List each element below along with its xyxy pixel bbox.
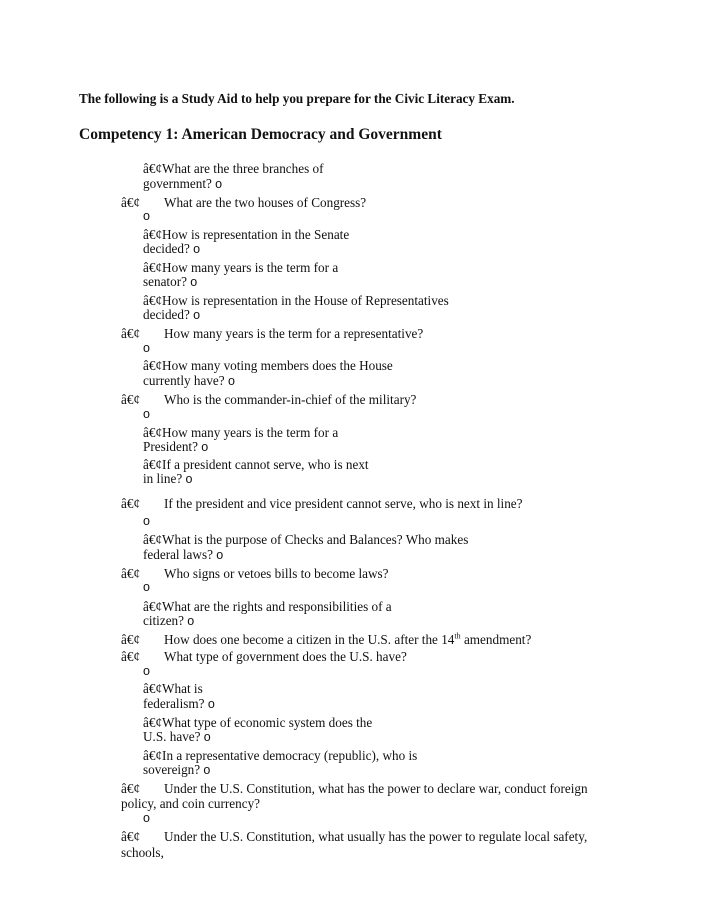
sub-bullet: o	[143, 514, 150, 528]
list-item	[143, 358, 393, 374]
list-item	[164, 496, 523, 512]
list-item	[143, 547, 223, 564]
bullet: â€¢	[143, 227, 163, 242]
list-item	[143, 762, 210, 779]
list-item	[143, 471, 192, 488]
bullet: â€¢	[143, 293, 163, 308]
intro-text: The following is a Study Aid to help you prepare for the Civic Literacy Exam.	[79, 91, 515, 106]
question-text: How many voting members does the House	[162, 358, 393, 373]
sub-bullet: o	[190, 275, 198, 289]
list-item	[121, 195, 140, 211]
ordinal-suffix: th	[454, 631, 461, 641]
list-item	[164, 195, 366, 211]
question-text: What type of government does the U.S. have?	[164, 649, 407, 664]
sub-bullet: o	[216, 548, 224, 562]
sub-bullet: o	[193, 308, 201, 322]
question-text: What is the purpose of Checks and Balances? Who makes	[162, 532, 469, 547]
bullet: â€¢	[143, 425, 163, 440]
question-text: federalism?	[143, 696, 205, 711]
question-text: sovereign?	[143, 762, 201, 777]
bullet: â€¢	[121, 829, 141, 844]
bullet: â€¢	[143, 599, 163, 614]
question-text: If a president cannot serve, who is next	[162, 457, 369, 472]
sub-bullet: o	[193, 242, 201, 256]
list-item	[143, 613, 194, 630]
question-text: Under the U.S. Constitution, what has the power to declare war, conduct foreign	[164, 781, 588, 796]
sub-bullet: o	[207, 697, 215, 711]
sub-bullet: o	[187, 614, 195, 628]
list-item	[143, 307, 200, 324]
bullet: â€¢	[121, 781, 141, 796]
list-item	[143, 532, 468, 548]
list-item	[143, 176, 222, 193]
sub-bullet: o	[143, 811, 150, 825]
list-item	[121, 326, 140, 342]
bullet: â€¢	[121, 392, 141, 407]
question-text: How many years is the term for a	[162, 260, 339, 275]
bullet: â€¢	[143, 748, 163, 763]
competency-heading: Competency 1: American Democracy and Government	[79, 126, 442, 143]
bullet: â€¢	[121, 632, 141, 647]
list-item	[164, 781, 588, 797]
list-item	[143, 439, 208, 456]
bullet: â€¢	[121, 326, 141, 341]
question-text: citizen?	[143, 613, 184, 628]
list-item	[164, 326, 423, 342]
sub-bullet: o	[143, 341, 150, 355]
question-text: President?	[143, 439, 198, 454]
question-text: In a representative democracy (republic), who is	[162, 748, 418, 763]
sub-bullet: o	[143, 580, 150, 594]
question-text: How many years is the term for a	[162, 425, 339, 440]
question-text: What are the two houses of Congress?	[164, 195, 367, 210]
sub-bullet: o	[143, 664, 150, 678]
question-text: federal laws?	[143, 547, 213, 562]
list-item	[164, 829, 587, 845]
question-text: How is representation in the Senate	[162, 227, 350, 242]
question-text: Under the U.S. Constitution, what usually has the power to regulate local safety,	[164, 829, 588, 844]
question-text: How is representation in the House of Representatives	[162, 293, 449, 308]
question-text: What is	[162, 681, 203, 696]
bullet: â€¢	[143, 715, 163, 730]
list-item	[121, 392, 140, 408]
list-item	[164, 392, 416, 408]
bullet: â€¢	[143, 681, 163, 696]
list-item	[121, 649, 140, 665]
list-item	[121, 566, 140, 582]
question-text: Who signs or vetoes bills to become laws?	[164, 566, 389, 581]
bullet: â€¢	[121, 496, 141, 511]
list-item	[164, 649, 407, 665]
list-item	[121, 829, 140, 845]
bullet: â€¢	[143, 161, 163, 176]
bullet: â€¢	[121, 649, 141, 664]
question-text: decided?	[143, 241, 190, 256]
sub-bullet: o	[143, 407, 150, 421]
list-item	[121, 845, 164, 861]
question-text: How does one become a citizen in the U.S. after the 14	[164, 632, 455, 647]
question-text: senator?	[143, 274, 187, 289]
list-item	[143, 696, 215, 713]
list-item	[143, 373, 235, 390]
question-text: policy, and coin currency?	[121, 796, 261, 811]
bullet: â€¢	[121, 195, 141, 210]
question-text: schools,	[121, 845, 164, 860]
question-text: amendment?	[460, 632, 532, 647]
sub-bullet: o	[143, 209, 150, 223]
list-item	[143, 729, 211, 746]
question-text: If the president and vice president cannot serve, who is next in line?	[164, 496, 523, 511]
sub-bullet: o	[215, 177, 223, 191]
bullet: â€¢	[143, 358, 163, 373]
list-item	[121, 496, 140, 512]
list-item	[143, 241, 200, 258]
list-item	[143, 161, 324, 177]
list-item	[121, 781, 140, 797]
bullet: â€¢	[143, 260, 163, 275]
bullet: â€¢	[121, 566, 141, 581]
question-text: Who is the commander-in-chief of the military?	[164, 392, 417, 407]
list-item	[143, 274, 197, 291]
sub-bullet: o	[203, 730, 211, 744]
list-item	[164, 566, 389, 582]
list-item	[143, 681, 203, 697]
sub-bullet: o	[227, 374, 235, 388]
question-text: in line?	[143, 471, 183, 486]
list-item	[164, 632, 531, 648]
list-item	[121, 632, 140, 648]
bullet: â€¢	[143, 457, 163, 472]
list-item	[121, 796, 260, 812]
question-text: U.S. have?	[143, 729, 201, 744]
question-text: How many years is the term for a representative?	[164, 326, 424, 341]
sub-bullet: o	[203, 763, 211, 777]
bullet: â€¢	[143, 532, 163, 547]
sub-bullet: o	[185, 472, 193, 486]
question-text: decided?	[143, 307, 190, 322]
question-text: What are the rights and responsibilities of a	[162, 599, 392, 614]
question-text: currently have?	[143, 373, 225, 388]
sub-bullet: o	[201, 440, 209, 454]
question-text: What type of economic system does the	[162, 715, 373, 730]
question-text: What are the three branches of	[162, 161, 324, 176]
question-text: government?	[143, 176, 212, 191]
